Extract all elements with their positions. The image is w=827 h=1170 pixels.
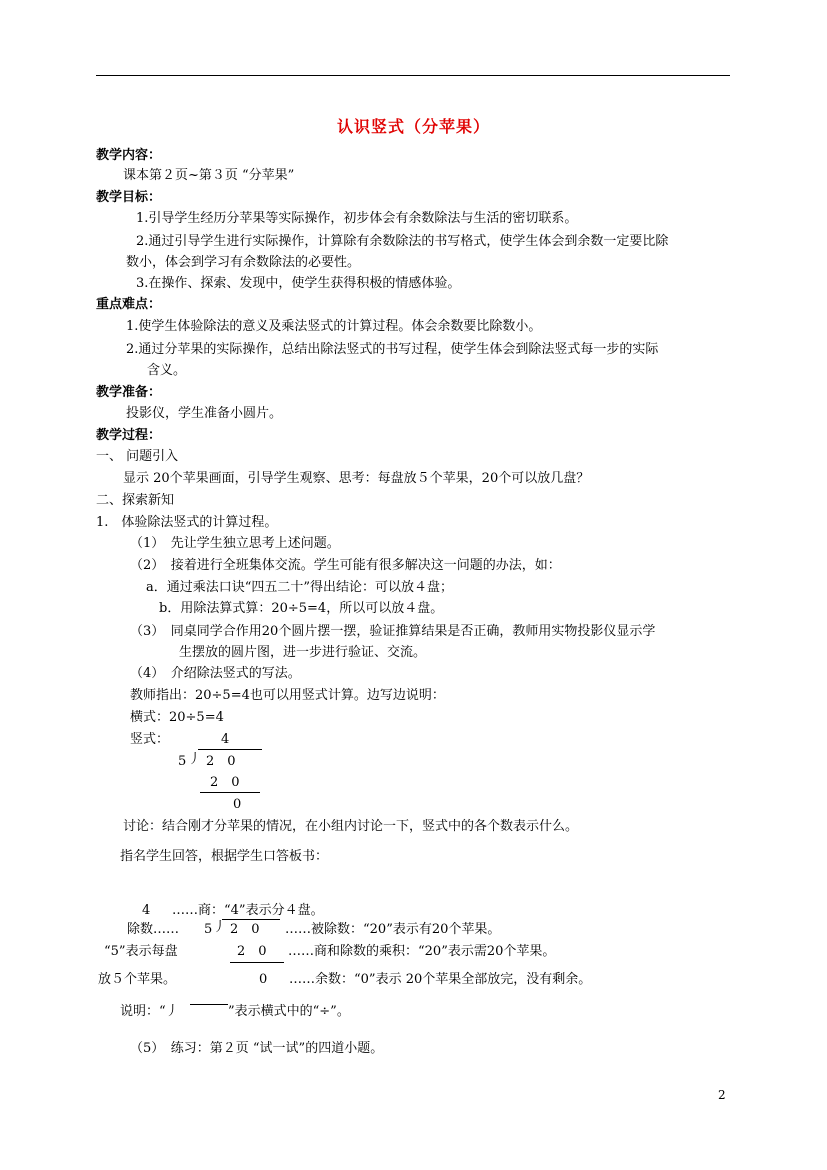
content-text: 课本第２页~第３页 “分苹果” (123, 168, 295, 183)
a-product-note: ……商和除数的乘积：“20”表示需20个苹果。 (288, 944, 556, 959)
step-5: （5） 练习：第２页 “试一试”的四道小题。 (130, 1041, 384, 1056)
prep-text: 投影仪，学生准备小圆片。 (126, 406, 283, 421)
goal-2a: 2.通过引导学生进行实际操作，计算除有余数除法的书写格式，使学生体会到余数一定要比除 (136, 234, 669, 249)
process-part-1: 一、 问题引入 (96, 449, 179, 464)
step-3a: （3） 同桌同学合作用20个圆片摆一摆，验证推算结果是否正确，教师用实物投影仪显示学 (130, 624, 656, 639)
v-bracket: 丿 (188, 752, 202, 767)
discuss-text: 讨论：结合刚才分苹果的情况，在小组内讨论一下，竖式中的各个数表示什么。 (123, 819, 579, 834)
step-1: （1） 先让学生独立思考上述问题。 (130, 536, 340, 551)
answer-text: 指名学生回答，根据学生口答板书： (120, 849, 329, 864)
v-dividend: 2 0 (206, 754, 236, 769)
a-divisor-label: 除数…… (127, 922, 180, 937)
page-title: 认识竖式（分苹果） (336, 117, 490, 136)
a-division-bar (222, 919, 280, 920)
v-division-bar (198, 749, 262, 750)
explain-suffix: ”表示横式中的“÷”。 (228, 1004, 350, 1019)
a-five-apples: 放５个苹果。 (98, 972, 177, 987)
teacher-note: 教师指出：20÷5=4也可以用竖式计算。边写边说明： (130, 688, 445, 703)
step-2: （2） 接着进行全班集体交流。学生可能有很多解决这一问题的办法，如： (130, 558, 561, 573)
heading-goals: 教学目标： (96, 190, 162, 205)
key-2a: 2.通过分苹果的实际操作，总结出除法竖式的书写过程，使学生体会到除法竖式每一步的实际 (126, 342, 659, 357)
v-quotient: 4 (221, 732, 230, 747)
explain-prefix: 说明：“丿 (120, 1004, 179, 1019)
a-remainder: 0 (259, 972, 268, 987)
step-4: （4） 介绍除法竖式的写法。 (130, 666, 301, 681)
a-divisor: 5 (204, 922, 213, 937)
process-part-1-text: 显示 20个苹果画面，引导学生观察、思考：每盘放５个苹果，20个可以放几盘？ (123, 471, 590, 486)
v-subtract-bar (200, 792, 260, 793)
v-divisor: 5 (178, 754, 187, 769)
heading-content: 教学内容： (96, 148, 162, 163)
a-quotient-note: ……商：“4”表示分４盘。 (172, 903, 324, 918)
heading-process: 教学过程： (96, 428, 162, 443)
a-subtract-bar (230, 962, 284, 963)
step-2b: b．用除法算式算：20÷5=4，所以可以放４盘。 (159, 601, 444, 616)
heading-key: 重点难点： (96, 297, 162, 312)
goal-1: 1.引导学生经历分苹果等实际操作，初步体会有余数除法与生活的密切联系。 (136, 211, 578, 226)
header-rule (96, 75, 730, 76)
horizontal-form: 横式：20÷5=4 (130, 710, 224, 725)
a-remainder-note: ……余数：“0”表示 20个苹果全部放完，没有剩余。 (289, 972, 592, 987)
explain-bar (190, 1004, 228, 1005)
a-bracket: 丿 (213, 920, 227, 935)
key-2b: 含义。 (147, 363, 187, 378)
process-part-2-1: 1. 体验除法竖式的计算过程。 (96, 515, 278, 530)
vertical-label: 竖式： (130, 732, 170, 747)
goal-2b: 数小，体会到学习有余数除法的必要性。 (126, 255, 361, 270)
process-part-2: 二、探索新知 (96, 493, 175, 508)
a-five-means: “5”表示每盘 (104, 944, 178, 959)
key-1: 1.使学生体验除法的意义及乘法竖式的计算过程。体会余数要比除数小。 (126, 319, 542, 334)
page-number: 2 (718, 1088, 726, 1102)
v-product: 2 0 (210, 775, 240, 790)
a-dividend-note: ……被除数：“20”表示有20个苹果。 (285, 922, 501, 937)
heading-prep: 教学准备： (96, 385, 162, 400)
a-dividend: 2 0 (230, 922, 260, 937)
step-2a: a．通过乘法口诀“四五二十”得出结论：可以放４盘； (146, 580, 454, 595)
a-product: 2 0 (237, 944, 267, 959)
step-3b: 生摆放的圆片图，进一步进行验证、交流。 (179, 645, 427, 660)
a-quotient: 4 (142, 903, 151, 918)
v-remainder: 0 (233, 797, 242, 812)
goal-3: 3.在操作、探索、发现中，使学生获得积极的情感体验。 (136, 276, 461, 291)
